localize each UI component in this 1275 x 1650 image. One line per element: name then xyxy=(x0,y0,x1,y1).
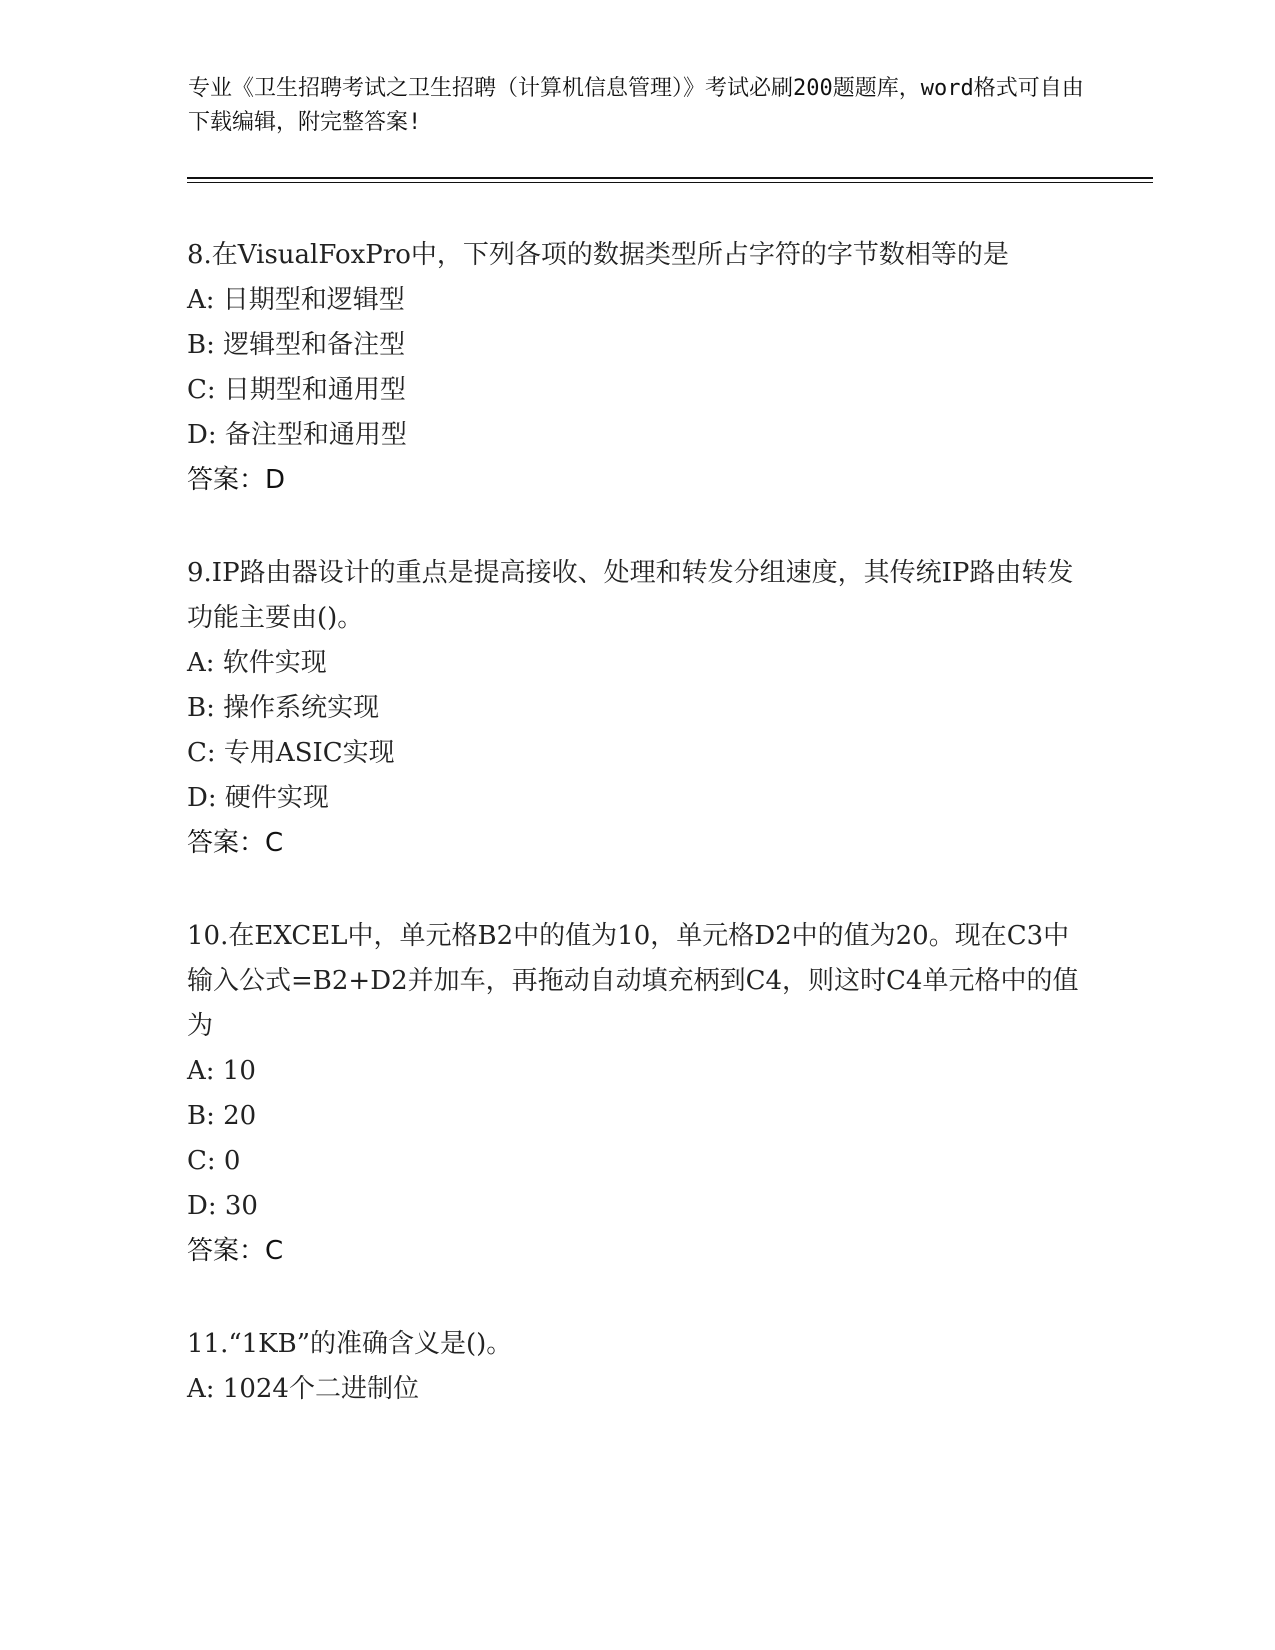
option-d: D: 备注型和通用型 xyxy=(187,420,407,450)
option-d: D: 硬件实现 xyxy=(187,783,329,813)
question-stem: 11.“1KB”的准确含义是()。 xyxy=(187,1329,513,1359)
question-stem: 8.在VisualFoxPro中，下列各项的数据类型所占字符的字节数相等的是 xyxy=(187,240,1009,270)
header-divider-thin xyxy=(187,182,1153,183)
answer-line: 答案：D xyxy=(187,465,286,495)
option-a: A: 日期型和逻辑型 xyxy=(187,285,405,315)
question-item xyxy=(187,233,1087,503)
option-c: C: 专用ASIC实现 xyxy=(187,738,395,768)
question-item xyxy=(187,914,1087,1274)
option-b: B: 20 xyxy=(187,1101,257,1131)
option-b: B: 操作系统实现 xyxy=(187,693,380,723)
question-item xyxy=(187,1322,1087,1412)
question-list xyxy=(187,233,1087,1460)
answer-line: 答案：C xyxy=(187,828,284,858)
option-c: C: 0 xyxy=(187,1146,241,1176)
question-stem: 9.IP路由器设计的重点是提高接收、处理和转发分组速度，其传统IP路由转发功能主要由()。 xyxy=(187,558,1074,633)
question-stem: 10.在EXCEL中，单元格B2中的值为10，单元格D2中的值为20。现在C3中输入公式=B2+D2并加车，再拖动自动填充柄到C4，则这时C4单元格中的值为 xyxy=(187,921,1079,1041)
question-item xyxy=(187,551,1087,866)
option-a: A: 10 xyxy=(187,1056,256,1086)
option-d: D: 30 xyxy=(187,1191,258,1221)
option-a: A: 软件实现 xyxy=(187,648,327,678)
answer-line: 答案：C xyxy=(187,1236,284,1266)
option-c: C: 日期型和通用型 xyxy=(187,375,406,405)
option-a: A: 1024个二进制位 xyxy=(187,1374,419,1404)
document-header: 专业《卫生招聘考试之卫生招聘（计算机信息管理）》考试必刷200题题库，word格式可自由下载编辑，附完整答案! xyxy=(188,76,1084,135)
header-divider-thick xyxy=(187,177,1153,179)
option-b: B: 逻辑型和备注型 xyxy=(187,330,406,360)
